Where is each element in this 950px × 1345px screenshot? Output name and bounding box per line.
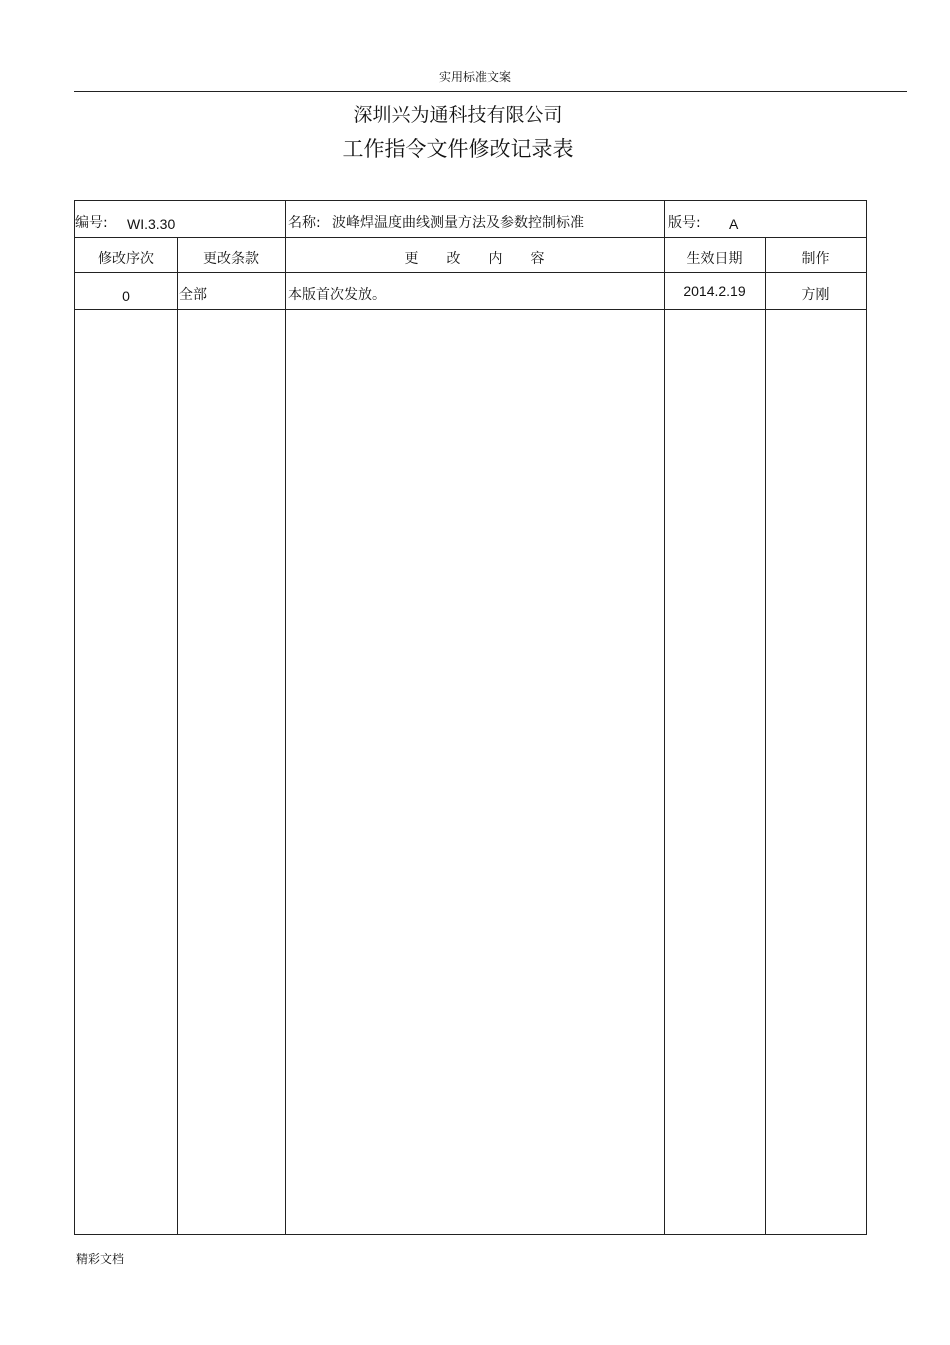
column-header-clause: 更改条款 <box>203 251 259 267</box>
row-revision: 0 <box>122 288 130 304</box>
row-author: 方刚 <box>801 287 830 303</box>
row-divider <box>75 237 866 238</box>
code-label: 编号: <box>75 215 108 231</box>
row-content: 本版首次发放。 <box>288 287 386 303</box>
column-header-author: 制作 <box>801 251 830 267</box>
column-divider <box>765 237 766 1234</box>
version-label: 版号: <box>668 215 701 231</box>
name-value: 波峰焊温度曲线测量方法及参数控制标准 <box>332 215 584 231</box>
row-clause: 全部 <box>179 287 207 303</box>
row-divider <box>75 272 866 273</box>
company-name: 深圳兴为通科技有限公司 <box>353 104 563 126</box>
page-footer: 精彩文档 <box>76 1252 125 1266</box>
document-title: 工作指令文件修改记录表 <box>342 137 574 161</box>
column-header-date: 生效日期 <box>686 251 743 267</box>
row-divider <box>75 309 866 310</box>
revision-record-table <box>74 200 867 1235</box>
code-value: WI.3.30 <box>127 216 176 232</box>
row-date: 2014.2.19 <box>683 283 746 299</box>
page-header: 实用标准文案 <box>438 70 511 84</box>
column-divider <box>285 201 286 1234</box>
version-value: A <box>729 216 739 232</box>
column-header-content: 更 改 内 容 <box>404 251 545 267</box>
column-divider <box>177 237 178 1234</box>
header-rule <box>74 91 907 92</box>
column-divider <box>664 201 665 1234</box>
column-header-revision: 修改序次 <box>98 251 154 267</box>
name-label: 名称: <box>288 215 321 231</box>
